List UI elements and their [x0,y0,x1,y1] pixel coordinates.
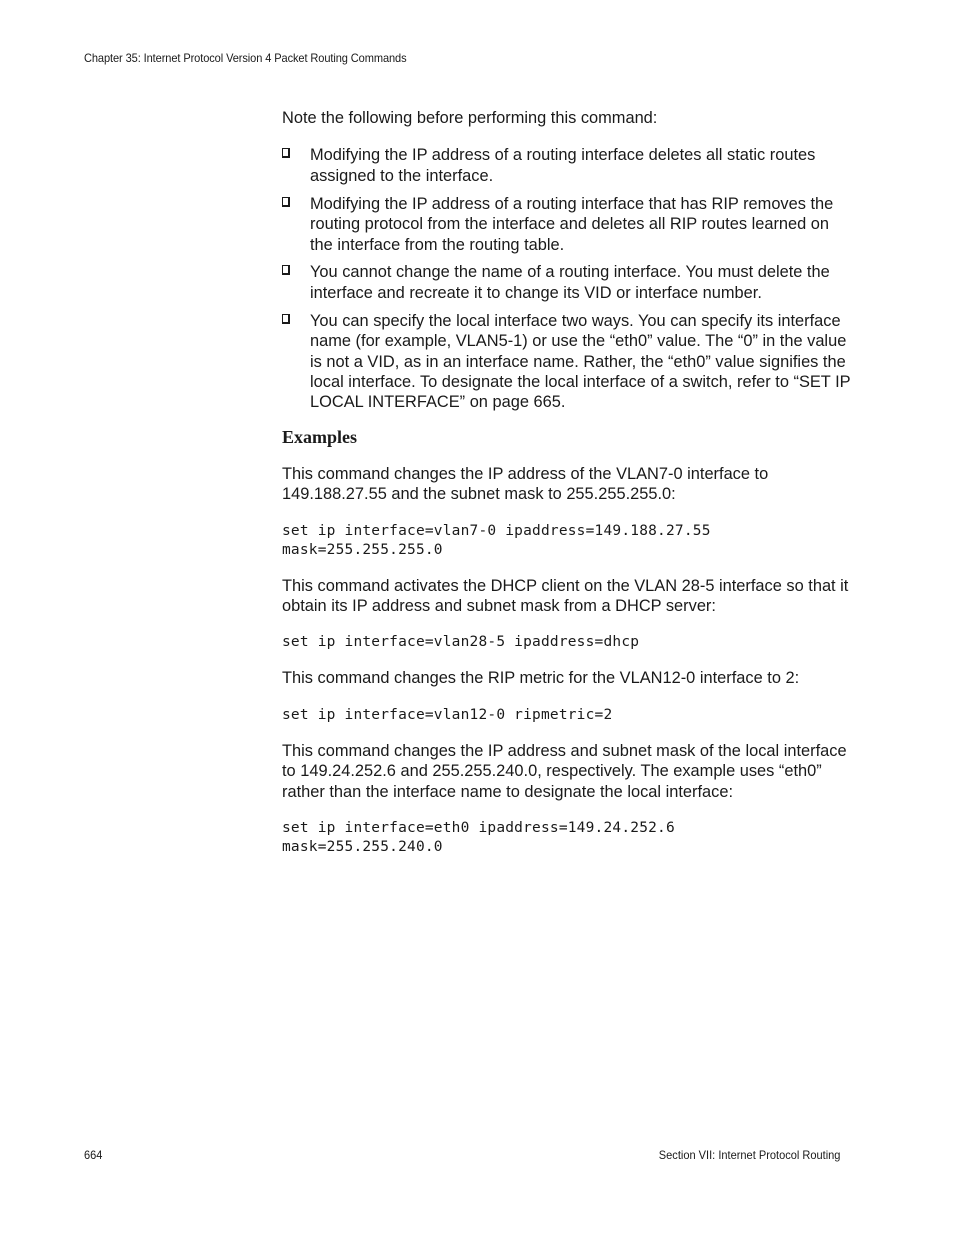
example-description: This command changes the RIP metric for the VLAN12-0 interface to 2: [282,669,800,688]
example-code: set ip interface=vlan7-0 ipaddress=149.188.27.55 mask=255.255.255.0 [282,522,711,558]
example-code: set ip interface=vlan12-0 ripmetric=2 [282,706,613,723]
example-code: set ip interface=eth0 ipaddress=149.24.252.6 mask=255.255.240.0 [282,820,675,856]
note-item [282,194,852,255]
checkbox-bullet-icon [282,265,290,275]
running-header: Chapter 35: Internet Protocol Version 4 Packet Routing Commands [84,51,407,65]
note-text: Modifying the IP address of a routing interface that has RIP removes the routing protocol from the interface and deletes all RIP routes learned on the interface from the routing table. [310,194,834,254]
note-item [282,262,852,303]
example-code: set ip interface=vlan28-5 ipaddress=dhcp [282,634,640,651]
page-content [282,108,852,873]
checkbox-bullet-icon [282,314,290,324]
note-item [282,145,852,186]
checkbox-bullet-icon [282,148,290,158]
intro-paragraph: Note the following before performing this command: [282,109,658,127]
example-description: This command changes the IP address of the VLAN7-0 interface to 149.188.27.55 and the subnet mask to 255.255.255.0: [282,464,769,504]
example-description: This command changes the IP address and subnet mask of the local interface to 149.24.252.6 and 255.255.240.0, respectively. The example uses “eth0” rather than the interface name to designate the local interface: [282,741,847,801]
checkbox-bullet-icon [282,197,290,207]
example-description: This command activates the DHCP client on the VLAN 28-5 interface so that it obtain its IP address and subnet mask from a DHCP server: [282,576,849,615]
note-text: You can specify the local interface two ways. You can specify its interface name (for example, VLAN5-1) or use the “eth0” value. The “0” in the value is not a VID, as in an interface name. Rather, the “eth0” value signifies the local interface. To designate the local interface of a switch, refer to “SET IP LOCAL INTERFACE” on page 665. [310,311,851,412]
note-text: You cannot change the name of a routing interface. You must delete the interface and recreate it to change its VID or interface number. [310,263,830,302]
page-number: 664 [84,1148,103,1162]
examples-heading: Examples [282,426,358,447]
note-text: Modifying the IP address of a routing interface deletes all static routes assigned to the interface. [310,146,816,185]
running-footer: Section VII: Internet Protocol Routing [658,1148,840,1162]
note-item [282,311,852,413]
notes-list [282,145,852,412]
